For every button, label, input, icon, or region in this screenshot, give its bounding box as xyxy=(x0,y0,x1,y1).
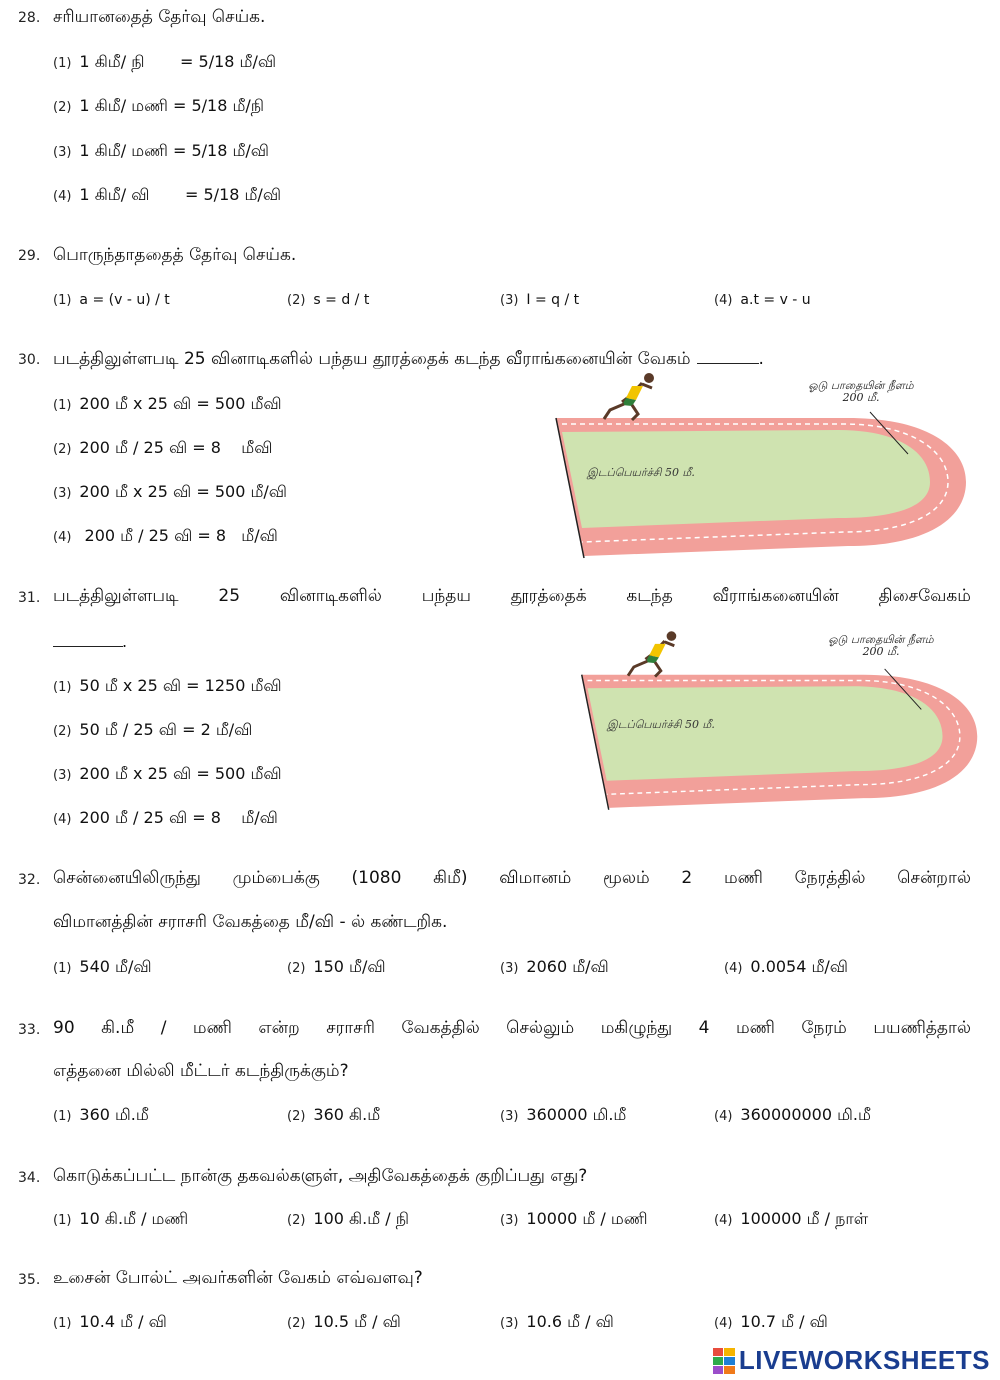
option-3[interactable]: (3) 360000 மி.மீ xyxy=(500,1105,627,1124)
stem-end: . xyxy=(122,632,128,651)
option-1[interactable]: (1) 10.4 மீ / வி xyxy=(53,1312,167,1331)
runner-icon xyxy=(628,631,676,676)
liveworksheets-logo[interactable] xyxy=(713,1345,990,1376)
option-4[interactable]: (4) a.t = v - u xyxy=(714,292,811,308)
question-number: 33. xyxy=(18,1022,41,1038)
question-stem: சென்னையிலிருந்து மும்பைக்கு (1080 கிமீ) விமானம் மூலம் 2 மணி நேரத்தில் சென்றால் xyxy=(53,868,971,888)
question-number: 30. xyxy=(18,352,41,368)
option-2[interactable]: (2) 10.5 மீ / வி xyxy=(287,1312,401,1331)
option-2[interactable]: (2) 360 கி.மீ xyxy=(287,1105,381,1124)
answer-blank xyxy=(53,646,123,647)
option-1[interactable]: (1) 50 மீ x 25 வி = 1250 மீவி xyxy=(53,676,282,695)
option-3[interactable]: (3) 200 மீ x 25 வி = 500 மீ/வி xyxy=(53,482,287,501)
field xyxy=(562,430,930,528)
option-2[interactable]: (2) 1 கிமீ/ மணி = 5/18 மீ/நி xyxy=(53,96,265,115)
option-2[interactable]: (2) s = d / t xyxy=(287,292,370,308)
option-1[interactable]: (1) 200 மீ x 25 வி = 500 மீவி xyxy=(53,394,282,413)
option-1[interactable]: (1) a = (v - u) / t xyxy=(53,292,170,308)
runner-icon xyxy=(604,373,654,420)
option-3[interactable]: (3) I = q / t xyxy=(500,292,580,308)
option-1[interactable]: (1) 10 கி.மீ / மணி xyxy=(53,1209,189,1228)
question-number: 35. xyxy=(18,1272,41,1288)
option-3[interactable]: (3) 10.6 மீ / வி xyxy=(500,1312,614,1331)
option-3[interactable]: (3) 1 கிமீ/ மணி = 5/18 மீ/வி xyxy=(53,141,269,160)
question-number: 28. xyxy=(18,10,41,26)
track-length-label: ஓடு பாதையின் நீளம் 200 மீ. xyxy=(828,633,934,658)
answer-blank xyxy=(697,362,759,364)
question-number: 34. xyxy=(18,1170,41,1186)
option-1[interactable]: (1) 360 மி.மீ xyxy=(53,1105,149,1124)
option-4[interactable]: (4) 10.7 மீ / வி xyxy=(714,1312,828,1331)
question-stem: உசைன் போல்ட் அவர்களின் வேகம் எவ்வளவு? xyxy=(53,1268,423,1288)
displacement-label: இடப்பெயர்ச்சி 50 மீ. xyxy=(587,466,695,479)
question-stem: 90 கி.மீ / மணி என்ற சராசரி வேகத்தில் செல்லும் மகிழுந்து 4 மணி நேரம் பயணித்தால் xyxy=(53,1018,971,1038)
question-stem: படத்திலுள்ளபடி 25 வினாடிகளில் பந்தய தூரத்தைக் கடந்த வீராங்கனையின் திசைவேகம் xyxy=(53,586,971,606)
option-1[interactable]: (1) 1 கிமீ/ நி = 5/18 மீ/வி xyxy=(53,52,277,71)
logo-icon xyxy=(713,1348,735,1374)
option-4[interactable]: (4) 0.0054 மீ/வி xyxy=(724,957,849,976)
question-number: 31. xyxy=(18,590,41,606)
option-4[interactable]: (4) 200 மீ / 25 வி = 8 மீ/வி xyxy=(53,526,278,545)
option-4[interactable]: (4) 1 கிமீ/ வி = 5/18 மீ/வி xyxy=(53,185,282,204)
question-number: 29. xyxy=(18,248,41,264)
question-stem: பொருந்தாததைத் தேர்வு செய்க. xyxy=(53,245,297,265)
option-2[interactable]: (2) 150 மீ/வி xyxy=(287,957,386,976)
question-stem: படத்திலுள்ளபடி 25 வினாடிகளில் பந்தய தூரத்தைக் கடந்த வீராங்கனையின் வேகம் . xyxy=(53,349,764,369)
track-length-label: ஓடு பாதையின் நீளம் 200 மீ. xyxy=(808,379,914,404)
option-2[interactable]: (2) 50 மீ / 25 வி = 2 மீ/வி xyxy=(53,720,253,739)
option-4[interactable]: (4) 200 மீ / 25 வி = 8 மீ/வி xyxy=(53,808,278,827)
option-3[interactable]: (3) 10000 மீ / மணி xyxy=(500,1209,648,1228)
option-2[interactable]: (2) 100 கி.மீ / நி xyxy=(287,1209,409,1228)
question-number: 32. xyxy=(18,872,41,888)
option-4[interactable]: (4) 360000000 மி.மீ xyxy=(714,1105,871,1124)
question-stem: சரியானதைத் தேர்வு செய்க. xyxy=(53,7,266,27)
question-stem: கொடுக்கப்பட்ட நான்கு தகவல்களுள், அதிவேகத்தைக் குறிப்பது எது? xyxy=(53,1166,588,1186)
logo-text: LIVEWORKSHEETS xyxy=(738,1345,990,1375)
question-stem-line-2: விமானத்தின் சராசரி வேகத்தை மீ/வி - ல் கண்டறிக. xyxy=(53,912,448,932)
option-2[interactable]: (2) 200 மீ / 25 வி = 8 மீவி xyxy=(53,438,273,457)
question-stem-line-2: எத்தனை மில்லி மீட்டர் கடந்திருக்கும்? xyxy=(53,1061,349,1081)
option-3[interactable]: (3) 2060 மீ/வி xyxy=(500,957,609,976)
option-3[interactable]: (3) 200 மீ x 25 வி = 500 மீவி xyxy=(53,764,282,783)
option-1[interactable]: (1) 540 மீ/வி xyxy=(53,957,152,976)
field xyxy=(588,686,943,781)
displacement-label: இடப்பெயர்ச்சி 50 மீ. xyxy=(607,718,715,731)
option-4[interactable]: (4) 100000 மீ / நாள் xyxy=(714,1209,869,1228)
